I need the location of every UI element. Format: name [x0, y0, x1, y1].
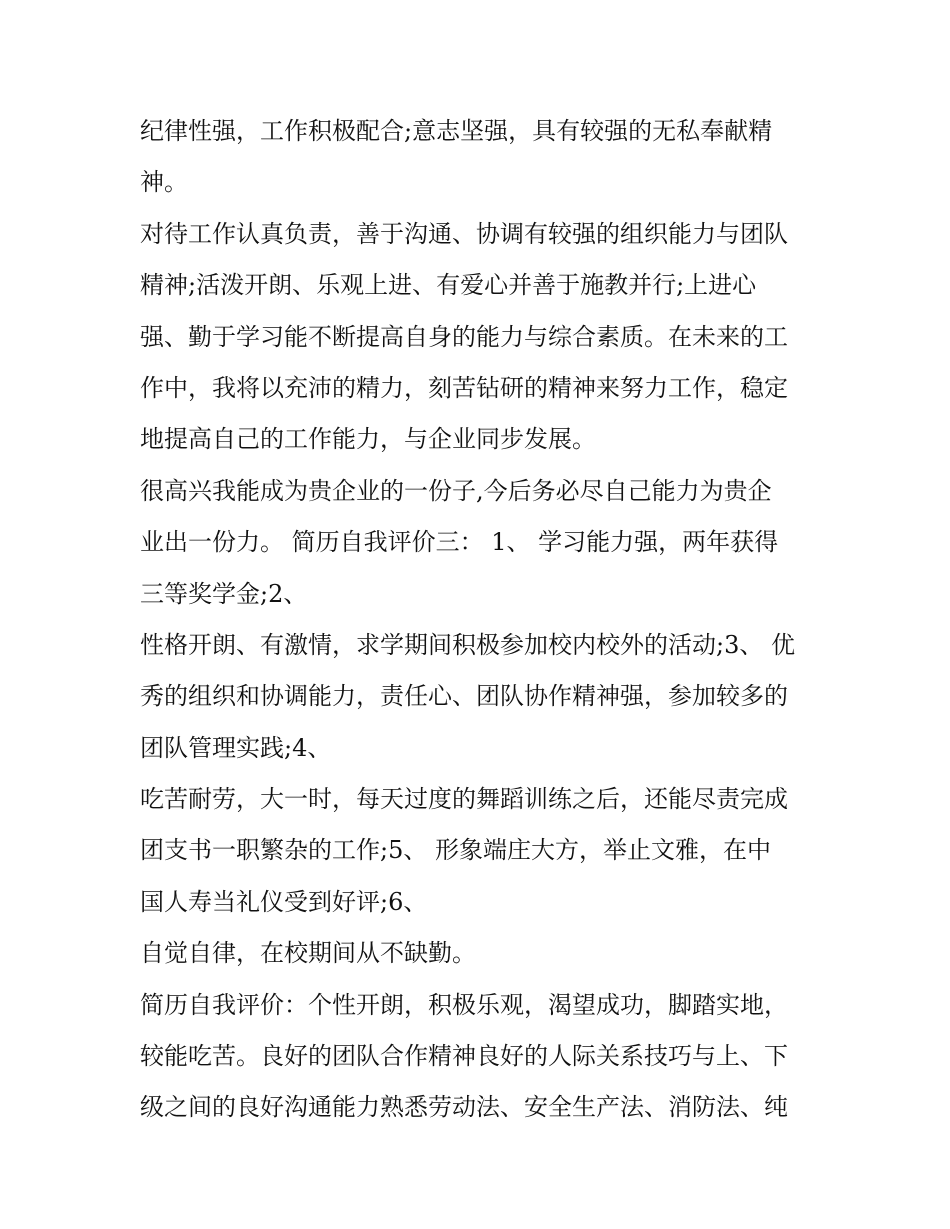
text-line: 地提高自己的工作能力，与企业同步发展。: [140, 425, 596, 454]
text-line: 神。: [140, 168, 188, 197]
text-line: 性格开朗、有激情，求学期间积极参加校内校外的活动;3、 优: [140, 630, 795, 659]
text-line: 较能吃苦。良好的团队合作精神良好的人际关系技巧与上、下: [140, 1042, 788, 1071]
text-line: 秀的组织和协调能力，责任心、团队协作精神强，参加较多的: [140, 682, 788, 711]
text-line: 国人寿当礼仪受到好评;6、: [140, 887, 428, 916]
text-line: 级之间的良好沟通能力熟悉劳动法、安全生产法、消防法、纯: [140, 1093, 788, 1122]
text-line: 很高兴我能成为贵企业的一份子,今后务必尽自己能力为贵企: [140, 476, 772, 505]
text-line: 三等奖学金;2、: [140, 579, 308, 608]
text-line: 作中，我将以充沛的精力，刻苦钻研的精神来努力工作，稳定: [140, 373, 788, 402]
text-line: 对待工作认真负责，善于沟通、协调有较强的组织能力与团队: [140, 219, 788, 248]
text-line: 简历自我评价：个性开朗，积极乐观，渴望成功，脚踏实地，: [140, 990, 788, 1019]
text-line: 团支书一职繁杂的工作;5、 形象端庄大方，举止文雅，在中: [140, 836, 771, 865]
text-line: 精神;活泼开朗、乐观上进、有爱心并善于施教并行;上进心: [140, 271, 757, 300]
text-line: 业出一份力。 简历自我评价三： 1、 学习能力强，两年获得: [140, 528, 779, 557]
body-text: [140, 106, 840, 1134]
text-line: 自觉自律，在校期间从不缺勤。: [140, 939, 476, 968]
text-line: 强、勤于学习能不断提高自身的能力与综合素质。在未来的工: [140, 322, 788, 351]
text-line: 纪律性强，工作积极配合;意志坚强，具有较强的无私奉献精: [140, 117, 773, 145]
text-line: 吃苦耐劳，大一时，每天过度的舞蹈训练之后，还能尽责完成: [140, 785, 788, 814]
text-line: 团队管理实践;4、: [140, 733, 332, 762]
